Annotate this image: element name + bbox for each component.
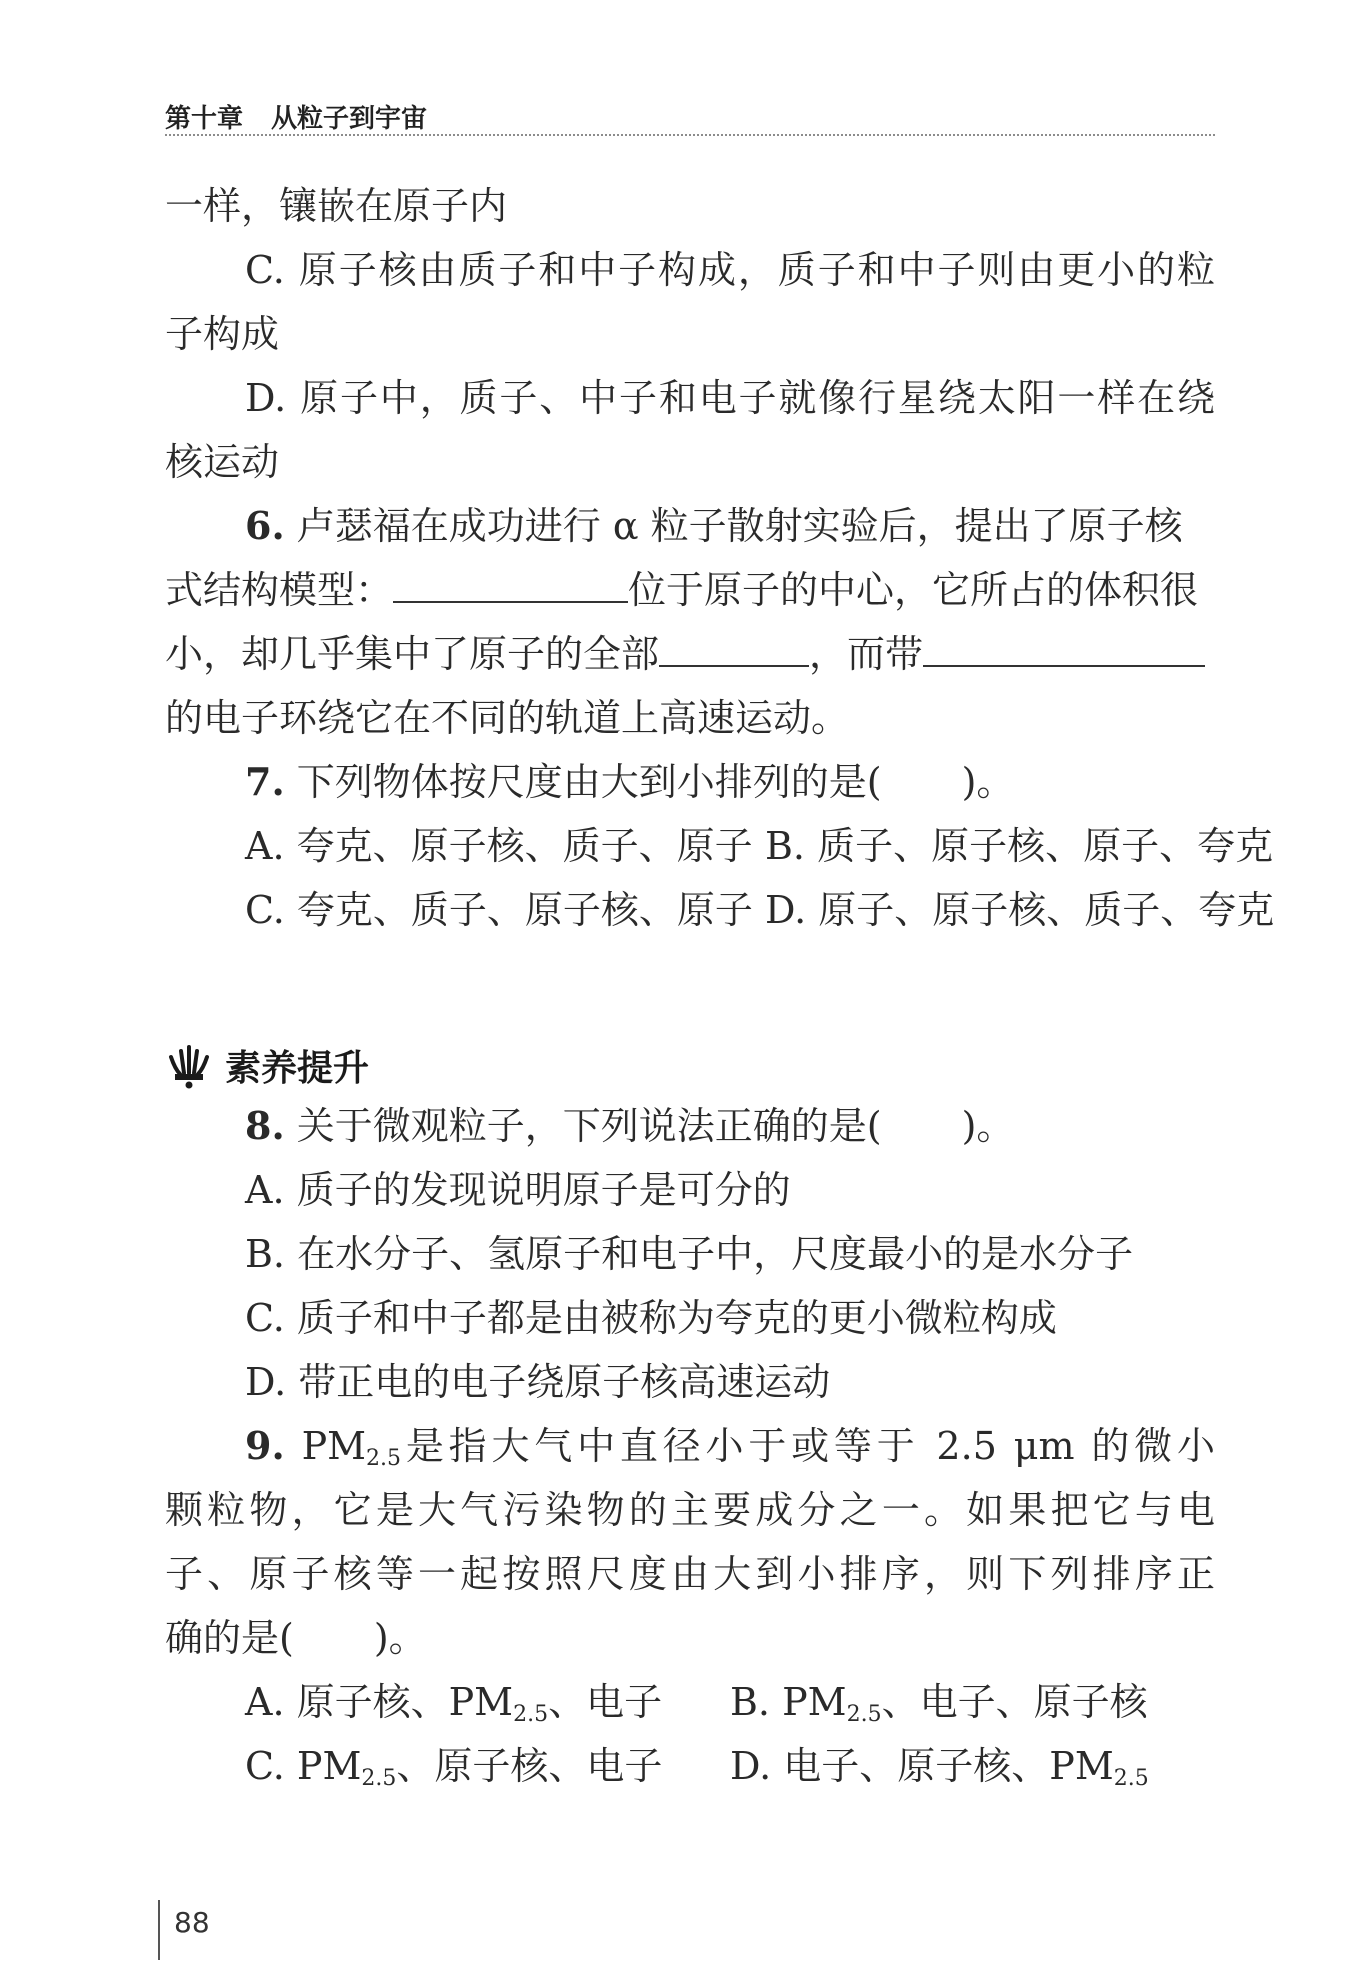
q6-line3 <box>165 628 1215 680</box>
q7-option-b: B. 质子、原子核、原子、夸克 <box>765 824 1274 868</box>
q6-line1 <box>245 500 1215 552</box>
q9-line4 <box>165 1612 1215 1664</box>
header-dotted-rule <box>165 134 1215 136</box>
q9-text-4b: )。 <box>373 1616 427 1660</box>
chapter-title: 从粒子到宇宙 <box>271 104 428 134</box>
q9-line2: 颗粒物，它是大气污染物的主要成分之一。如果把它与电 <box>165 1488 1215 1532</box>
answer-blank-3[interactable] <box>923 631 1205 667</box>
q6-text-2a: 式结构模型： <box>165 568 394 612</box>
q8-option-b: B. 在水分子、氢原子和电子中，尺度最小的是水分子 <box>245 1232 1134 1276</box>
q6-text-1: 卢瑟福在成功进行 α 粒子散射实验后，提出了原子核 <box>296 504 1183 548</box>
page-number: 88 <box>174 1906 210 1939</box>
q7-stem-end: )。 <box>961 760 1015 804</box>
q6-text-2b: 位于原子的中心，它所占的体积很 <box>628 568 1199 612</box>
running-header <box>165 98 427 135</box>
q8-option-d: D. 带正电的电子绕原子核高速运动 <box>245 1360 831 1404</box>
section-title: 素养提升 <box>225 1048 370 1089</box>
q7-stem <box>245 756 1215 808</box>
page-number-bar <box>158 1900 160 1960</box>
q9-line1 <box>245 1420 1215 1485</box>
q6-text-3b: ，而带 <box>809 632 924 676</box>
q5-option-b-continuation: 一样，镶嵌在原子内 <box>165 184 508 228</box>
q9-line3: 子、原子核等一起按照尺度由大到小排序，则下列排序正 <box>165 1552 1215 1596</box>
q6-line2 <box>165 564 1215 616</box>
q8-option-a: A. 质子的发现说明原子是可分的 <box>245 1168 791 1212</box>
q8-stem <box>245 1100 1215 1152</box>
q6-text-3a: 小，却几乎集中了原子的全部 <box>165 632 660 676</box>
q9-option-d: D. 电子、原子核、$PM_{2.5}$ <box>730 1744 1149 1791</box>
q9-number: 9. <box>245 1423 285 1468</box>
q7-options-row2 <box>245 884 1275 936</box>
pm25-label: $PM_{2.5}$ <box>301 1424 402 1471</box>
answer-blank-1[interactable] <box>393 567 628 603</box>
q9-option-c: C. $PM_{2.5}$、原子核、电子 <box>245 1744 663 1791</box>
answer-blank-2[interactable] <box>659 631 809 667</box>
crown-icon <box>165 1043 213 1089</box>
q7-option-c: C. 夸克、质子、原子核、原子 <box>245 888 753 932</box>
q9-options-row2 <box>245 1740 1215 1805</box>
q8-stem-text: 关于微观粒子，下列说法正确的是( <box>296 1104 882 1148</box>
q8-stem-end: )。 <box>961 1104 1015 1148</box>
q7-stem-text: 下列物体按尺度由大到小排列的是( <box>296 760 882 804</box>
q5-option-c-line1: C. 原子核由质子和中子构成，质子和中子则由更小的粒 <box>245 248 1215 292</box>
chapter-number: 第十章 <box>165 104 244 134</box>
q5-option-d-line2: 核运动 <box>165 440 280 484</box>
q9-text-1: 是指大气中直径小于或等于 2.5 μm 的微小 <box>401 1424 1215 1468</box>
q9-option-a: A. 原子核、$PM_{2.5}$、电子 <box>245 1680 663 1727</box>
q8-option-c: C. 质子和中子都是由被称为夸克的更小微粒构成 <box>245 1296 1057 1340</box>
q7-option-d: D. 原子、原子核、质子、夸克 <box>765 888 1275 932</box>
q6-number: 6. <box>245 503 285 548</box>
q7-options-row1 <box>245 820 1274 872</box>
q9-text-4a: 确的是( <box>165 1616 294 1660</box>
q8-number: 8. <box>245 1103 285 1148</box>
q7-option-a: A. 夸克、原子核、质子、原子 <box>245 824 753 868</box>
q6-line4: 的电子环绕它在不同的轨道上高速运动。 <box>165 696 850 740</box>
q5-option-d-line1: D. 原子中，质子、中子和电子就像行星绕太阳一样在绕 <box>245 376 1215 420</box>
q9-options-row1 <box>245 1676 1215 1741</box>
q7-number: 7. <box>245 759 285 804</box>
q5-option-c-line2: 子构成 <box>165 312 280 356</box>
q9-option-b: B. $PM_{2.5}$、电子、原子核 <box>730 1680 1148 1727</box>
section-heading <box>165 1040 369 1091</box>
